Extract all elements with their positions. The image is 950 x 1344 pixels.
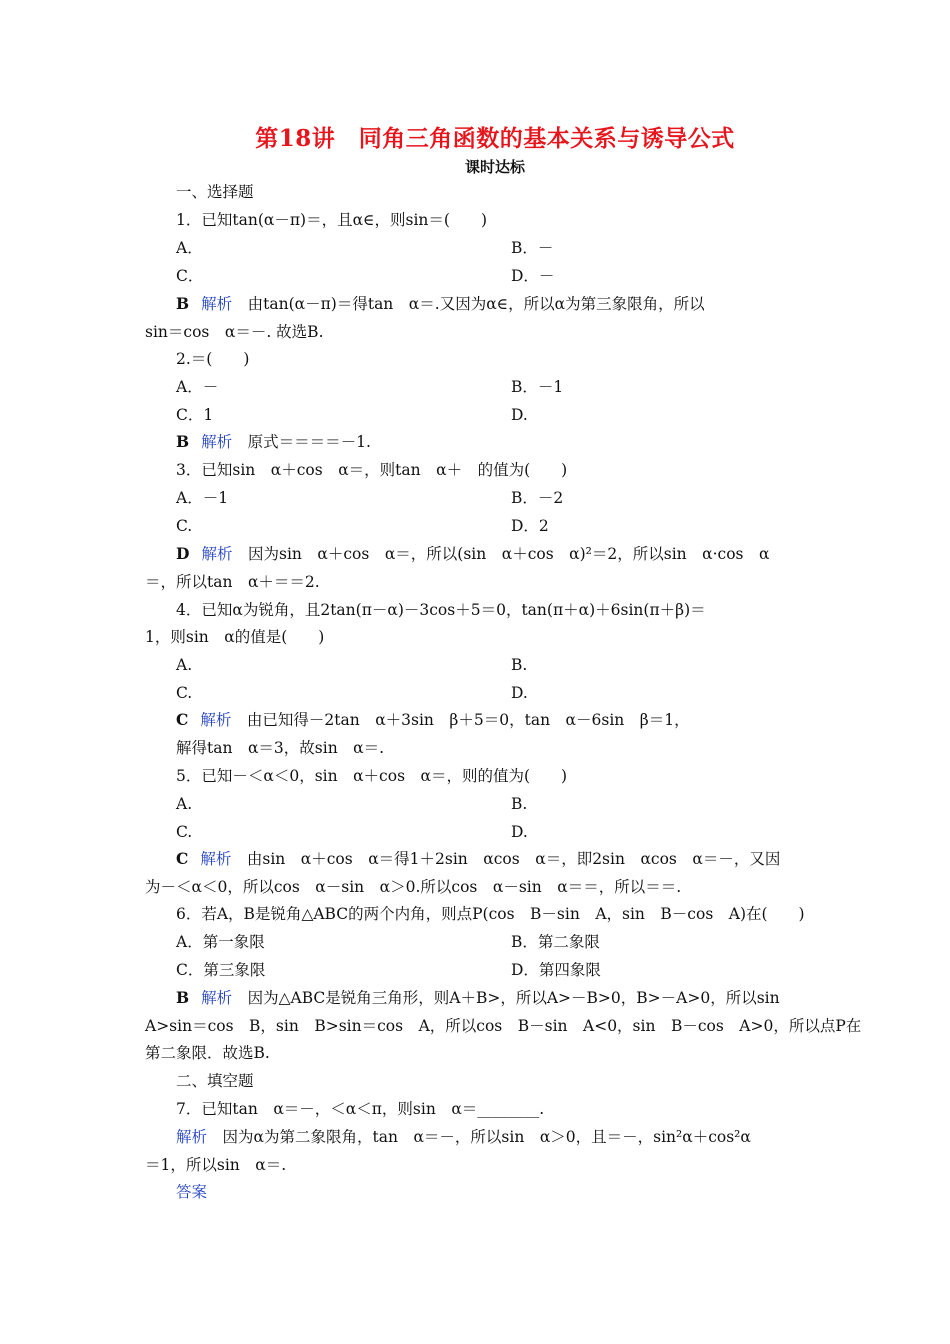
q3-solution-line-1 [176,544,841,564]
q3-solution-line-2: ＝，所以tan α＋＝＝2. [145,573,320,591]
q4-jiexi-label: 解析 [200,711,232,729]
q3-solution-text: 因为sin α＋cos α＝，所以(sin α＋cos α)²＝2，所以sin α·cos α [247,545,770,563]
q6-option-d: D．第四象限 [511,961,601,979]
question-3-stem: 3．已知sin α＋cos α＝，则tan α＋ 的值为( ) [176,461,568,479]
q5-solution-text: 由sin α＋cos α＝得1＋2sin αcos α＝，即2sin αcos α＝－，又因 [246,850,781,868]
q2-solution-line-1 [176,432,841,452]
q5-answer: C [176,849,189,868]
question-4-stem-2: 1，则sin α的值是( ) [145,628,325,646]
question-4-stem-1: 4．已知α为锐角，且2tan(π－α)－3cos＋5＝0，tan(π＋α)＋6sin(π＋β)＝ [176,601,706,619]
q6-option-b: B．第二象限 [511,933,600,951]
q2-option-b: B．－1 [511,378,564,396]
question-1-stem: 1．已知tan(α－π)＝，且α∈，则sin＝( ) [176,211,487,229]
q5-solution-line-2: 为－＜α＜0，所以cos α－sin α＞0.所以cos α－sin α＝＝，所以＝＝. [145,878,682,896]
q4-answer: C [176,710,189,729]
q2-jiexi-label: 解析 [201,433,233,451]
q5-option-a: A. [176,795,193,813]
q1-solution-line-2: sin＝cos α＝－. 故选B. [145,323,324,341]
q4-option-b: B. [511,656,528,674]
q6-solution-line-2: A>sin＝cos B，sin B>sin＝cos A，所以cos B－sin A<0，sin B－cos A>0，所以点P在 [145,1017,862,1035]
q7-jiexi-label: 解析 [176,1128,208,1146]
q1-solution-line-1 [176,294,841,314]
q4-option-d: D. [511,684,528,702]
section-heading: 二、填空题 [176,1072,254,1090]
q2-answer: B [176,432,190,451]
question-6-stem: 6．若A，B是锐角△ABC的两个内角，则点P(cos B－sin A，sin B－cos A)在( ) [176,905,805,923]
q1-option-b: B．－ [511,239,554,257]
q7-solution-line-1 [176,1127,841,1147]
q4-solution-line-1 [176,710,841,730]
question-5-stem: 5．已知－＜α＜0，sin α＋cos α＝，则的值为( ) [176,767,568,785]
q1-solution-text: 由tan(α－π)＝得tan α＝.又因为α∈，所以α为第三象限角，所以 [247,295,705,313]
q3-option-c: C. [176,517,193,535]
q5-option-c: C. [176,823,193,841]
q1-option-a: A． [176,239,203,257]
q5-solution-line-1 [176,849,841,869]
q1-option-d: D．－ [511,267,555,285]
q4-option-a: A. [176,656,193,674]
q3-jiexi-label: 解析 [201,545,233,563]
q7-answer-label: 答案 [176,1183,208,1201]
q3-option-b: B．－2 [511,489,564,507]
q1-jiexi-label: 解析 [201,295,233,313]
q2-option-d: D. [511,406,528,424]
q2-option-c: C．1 [176,406,214,424]
q5-option-d: D. [511,823,528,841]
q1-option-c: C． [176,267,204,285]
q6-solution-line-1 [176,988,841,1008]
q6-option-a: A．第一象限 [176,933,265,951]
question-2-stem: 2.＝( ) [176,350,250,368]
q5-jiexi-label: 解析 [200,850,232,868]
q6-solution-text: 因为△ABC是锐角三角形，则A＋B>，所以A>－B>0，B>－A>0，所以sin [247,989,780,1007]
q1-answer: B [176,294,190,313]
q4-solution-text: 由已知得－2tan α＋3sin β＋5＝0，tan α－6sin β＝1， [246,711,690,729]
q3-option-d: D．2 [511,517,549,535]
q6-answer: B [176,988,190,1007]
q6-solution-line-3: 第二象限．故选B. [145,1044,270,1062]
q6-option-c: C．第三象限 [176,961,266,979]
q2-solution-text: 原式＝＝＝＝－1. [247,433,371,451]
q5-option-b: B. [511,795,528,813]
q4-solution-line-2: 解得tan α＝3，故sin α＝. [176,739,385,757]
q4-option-c: C. [176,684,193,702]
q6-jiexi-label: 解析 [201,989,233,1007]
q7-solution-text: 因为α为第二象限角，tan α＝－，所以sin α＞0，且＝－，sin²α＋cos²α [222,1128,751,1146]
question-7-stem: 7．已知tan α＝－，＜α＜π，则sin α＝________. [176,1100,545,1118]
q3-option-a: A．－1 [176,489,229,507]
page-subtitle: 课时达标 [464,158,525,176]
page-title: 第18讲 同角三角函数的基本关系与诱导公式 [255,125,735,152]
q3-answer: D [176,544,190,563]
q7-solution-line-2: ＝1，所以sin α＝. [145,1156,287,1174]
q2-option-a: A．－ [176,378,219,396]
section-heading: 一、选择题 [176,183,254,201]
